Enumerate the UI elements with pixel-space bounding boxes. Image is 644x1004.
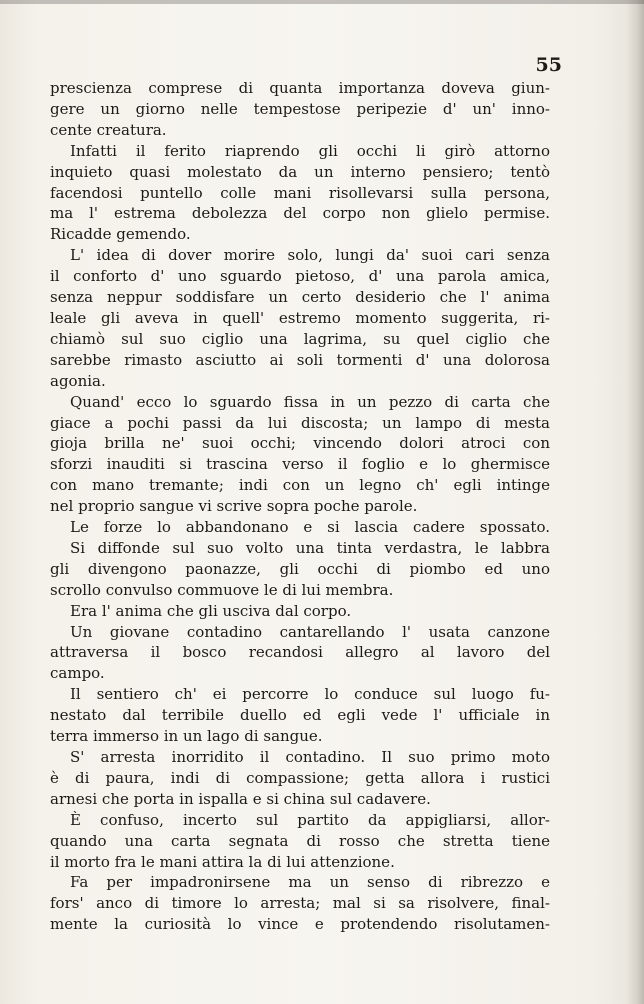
text-line: Un giovane contadino cantarellando l' usata canzone [70,622,550,641]
page-binding-shadow [626,0,644,1004]
text-line: inquieto quasi molestato da un interno pensiero; tentò [50,162,550,181]
text-line: senza neppur soddisfare un certo desiderio che l' anima [50,288,550,307]
text-line: giace a pochi passi da lui discosta; un lampo di mesta [50,413,550,432]
text-line: gere un giorno nelle tempestose peripezie d' un' inno- [50,99,550,118]
text-line: sarebbe rimasto asciutto ai soli tormenti d' una dolorosa [50,350,550,369]
text-line: attraversa il bosco recandosi allegro al lavoro del [50,643,550,662]
text-line: sforzi inauditi si trascina verso il foglio e lo ghermisce [50,455,550,474]
text-line: Il sentiero ch' ei percorre lo conduce sul luogo fu- [70,685,550,704]
text-line: Si diffonde sul suo volto una tinta verdastra, le labbra [70,538,550,557]
text-line: leale gli aveva in quell' estremo momento suggerita, ri- [50,308,550,327]
text-line: fors' anco di timore lo arresta; mal si sa risolvere, final- [50,894,550,913]
text-line: nestato dal terribile duello ed egli vede l' ufficiale in [50,706,550,725]
text-line: Infatti il ferito riaprendo gli occhi li girò attorno [70,141,550,160]
text-line: L' idea di dover morire solo, lungi da' suoi cari senza [70,246,550,265]
text-line: gioja brilla ne' suoi occhi; vincendo dolori atroci con [50,434,550,453]
text-line: S' arresta inorridito il contadino. Il suo primo moto [70,748,550,766]
text-line: arnesi che porta in ispalla e si china sul cadavere. [50,789,431,808]
text-line: è di paura, indi di compassione; getta allora i rustici [50,768,550,787]
text-line: ma l' estrema debolezza del corpo non glielo permise. [50,204,550,223]
text-line: È confuso, incerto sul partito da appigliarsi, allor- [70,810,550,829]
text-line: campo. [50,664,105,683]
text-line: cente creatura. [50,120,167,139]
text-line: Fa per impadronirsene ma un senso di ribrezzo e [70,873,550,892]
text-line: gli divengono paonazze, gli occhi di piombo ed uno [50,559,550,578]
text-line: agonia. [50,371,106,390]
text-line: Quand' ecco lo sguardo fissa in un pezzo di carta che [70,392,550,411]
page-number: 55 [535,54,562,76]
text-line: quando una carta segnata di rosso che stretta tiene [50,831,550,850]
text-line: scrollo convulso commuove le di lui membra. [50,580,394,599]
text-line: Ricadde gemendo. [50,225,191,244]
text-line: il morto fra le mani attira la di lui attenzione. [50,852,395,871]
body-text [50,78,550,935]
text-line: terra immerso in un lago di sangue. [50,727,323,746]
text-line: nel proprio sangue vi scrive sopra poche parole. [50,497,418,516]
text-line: Era l' anima che gli usciva dal corpo. [70,601,352,620]
text-line: facendosi puntello colle mani risollevarsi sulla persona, [50,183,550,202]
text-line: il conforto d' uno sguardo pietoso, d' una parola amica, [50,267,550,286]
text-line: mente la curiosità lo vince e protendendo risolutamen- [50,915,550,934]
text-line: Le forze lo abbandonano e si lascia cadere spossato. [70,518,550,537]
text-line: chiamò sul suo ciglio una lagrima, su quel ciglio che [50,329,550,348]
page-top-edge [0,0,644,4]
text-line: con mano tremante; indi con un legno ch' egli intinge [50,476,550,495]
text-line: prescienza comprese di quanta importanza doveva giun- [50,79,550,97]
